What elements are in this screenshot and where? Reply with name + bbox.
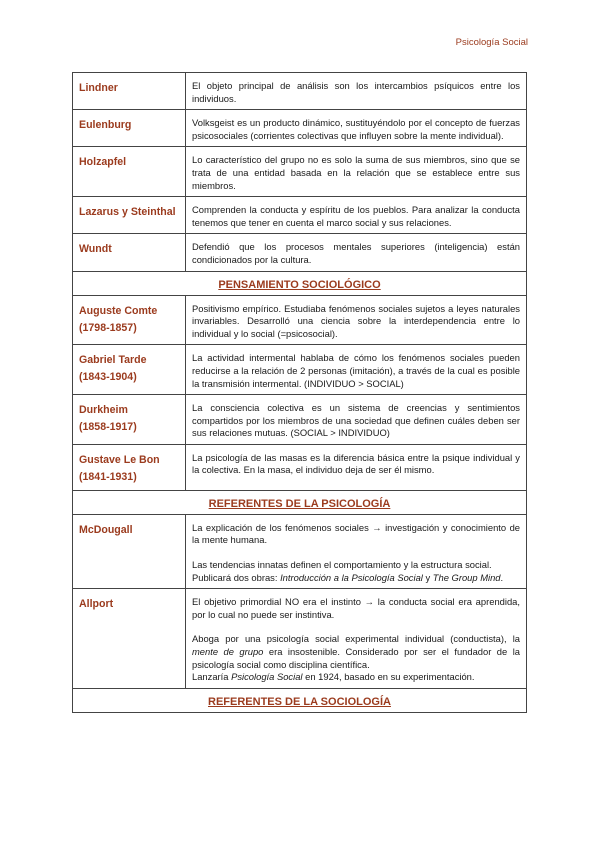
- paragraph: [192, 671, 520, 684]
- table-row: [73, 110, 527, 147]
- paragraph: El objetivo primordial NO era el instinto → la conducta social era aprendida, por lo cual no puede ser instintiva.: [192, 596, 520, 620]
- table-row: [73, 514, 527, 588]
- author-description: La consciencia colectiva es un sistema de creencias y sentimientos compartidos por los miembros de una sociedad que definen cuáles deben ser sus relaciones mutuas. (SOCIAL > INDIVIDUO): [186, 395, 527, 445]
- author-description: La psicología de las masas es la diferencia básica entre la psique individual y la colectiva. En la masa, el individuo deja de ser él mismo.: [186, 444, 527, 490]
- author-name-cell: [73, 234, 186, 271]
- author-description: Comprenden la conducta y espíritu de los pueblos. Para analizar la conducta tenemos que tener en cuenta el marco social y sus relaciones.: [186, 197, 527, 234]
- paragraph: [192, 559, 520, 572]
- authors-table: [72, 72, 527, 713]
- text: y: [422, 571, 433, 583]
- emphasis: mente de grupo: [192, 646, 264, 658]
- section-row: [73, 688, 527, 712]
- section-heading-sociologico: PENSAMIENTO SOCIOLÓGICO: [73, 271, 527, 295]
- author-name: Holzapfel: [79, 156, 127, 169]
- paragraph: [192, 633, 520, 671]
- author-name: Allport: [73, 589, 186, 689]
- author-description: [186, 514, 527, 588]
- table-row: [73, 395, 527, 445]
- author-name-cell: [73, 395, 186, 445]
- author-name: Lindner: [79, 82, 118, 94]
- author-name-cell: [73, 147, 186, 197]
- text: era insostenible. Considerado por ser el fundador de la psicología social como disciplina científica.: [192, 646, 520, 670]
- author-years: (1841-1931): [79, 470, 137, 483]
- author-description: Volksgeist es un producto dinámico, sustituyéndolo por el concepto de fuerzas psicosociales (corrientes colectivas que influyen sobre la mente individual).: [186, 110, 527, 147]
- table-row: [73, 147, 527, 197]
- author-years: (1843-1904): [79, 371, 137, 384]
- author-name: Gustave Le Bon: [79, 453, 160, 466]
- author-description: [186, 589, 527, 689]
- paragraph: La explicación de los fenómenos sociales → investigación y conocimiento de la mente humana.: [192, 521, 520, 546]
- author-name-cell: [73, 197, 186, 234]
- table-row: [73, 444, 527, 490]
- author-name-cell: [73, 110, 186, 147]
- author-years: (1798-1857): [79, 321, 137, 334]
- paragraph: [192, 572, 520, 585]
- author-name: Durkheim: [79, 404, 128, 417]
- author-name-cell: [73, 73, 186, 110]
- text: Lanzaría: [192, 671, 232, 683]
- table-row: [73, 345, 527, 395]
- section-row: [73, 271, 527, 295]
- running-header: Psicología Social: [455, 37, 528, 48]
- author-name: Eulenburg: [79, 119, 132, 132]
- author-name-cell: [73, 444, 186, 490]
- author-name-cell: [73, 345, 186, 395]
- author-description: Positivismo empírico. Estudiaba fenómenos sociales sujetos a leyes naturales invariables. Desarrolló una ciencia sobre la interdependencia entre lo individual y lo social (=psicosocial).: [186, 295, 527, 345]
- author-name-cell: [73, 295, 186, 345]
- book-title: The Group Mind: [432, 571, 501, 583]
- author-name: McDougall: [73, 514, 186, 588]
- author-description: Defendió que los procesos mentales superiores (inteligencia) están condicionados por la cultura.: [186, 234, 527, 271]
- author-name: Gabriel Tarde: [79, 354, 147, 367]
- author-description: La actividad intermental hablaba de cómo los fenómenos sociales pueden reducirse a la relación de 2 personas (imitación), a través de la cual es posible la transmisión intermental. (INDIVIDUO > SOCIAL): [186, 345, 527, 395]
- text: Publicará dos obras:: [192, 571, 281, 583]
- table-row: [73, 589, 527, 689]
- table-row: [73, 295, 527, 345]
- author-name: Wundt: [79, 243, 112, 256]
- table-row: [73, 197, 527, 234]
- table-row: [73, 234, 527, 271]
- section-row: [73, 490, 527, 514]
- section-heading-sociologia: REFERENTES DE LA SOCIOLOGÍA: [73, 688, 527, 712]
- text: en 1924, basado en su experimentación.: [302, 671, 475, 683]
- book-title: Psicología Social: [231, 671, 303, 683]
- text: .: [500, 571, 504, 583]
- author-description: Lo característico del grupo no es solo la suma de sus miembros, sino que se trata de una entidad basada en la relación que se establece entre sus miembros.: [186, 147, 527, 197]
- author-description: El objeto principal de análisis son los intercambios psíquicos entre los individuos.: [186, 73, 527, 110]
- book-title: Introducción a la Psicología Social: [280, 571, 423, 583]
- text: Aboga por una psicología social experimental individual (conductista), la: [192, 633, 520, 645]
- author-name: Lazarus y Steinthal: [79, 206, 176, 219]
- section-heading-psicologia: REFERENTES DE LA PSICOLOGÍA: [73, 490, 527, 514]
- text: Las tendencias innatas definen el comportamiento y la estructura social.: [192, 559, 492, 571]
- table-row: [73, 73, 527, 110]
- author-years: (1858-1917): [79, 421, 137, 434]
- author-name: Auguste Comte: [79, 304, 158, 317]
